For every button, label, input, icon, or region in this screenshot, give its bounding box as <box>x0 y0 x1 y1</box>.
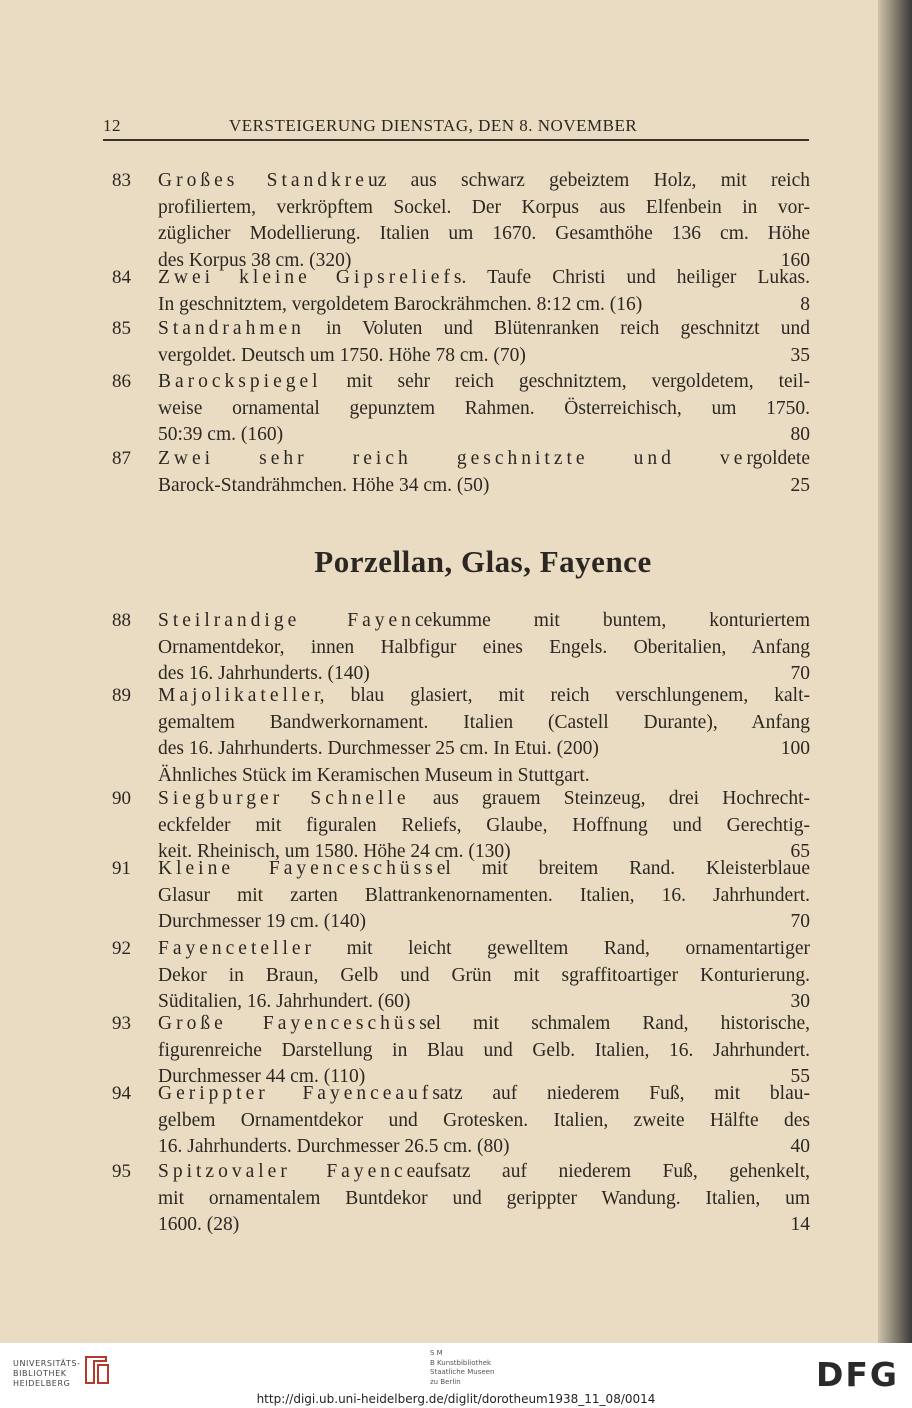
entry-number: 93 <box>112 1013 131 1034</box>
entry-text-line: Steilrandige Fayencekumme mit buntem, konturiertem <box>158 610 810 631</box>
entry-text-line: Ähnliches Stück im Keramischen Museum in Stuttgart. <box>158 764 590 786</box>
catalog-entry-95 <box>112 1159 812 1239</box>
entry-price: 70 <box>790 663 810 684</box>
footer <box>0 1343 912 1408</box>
catalog-entry-87 <box>112 446 812 499</box>
entry-text-line: Standrahmen in Voluten und Blütenranken reich geschnitzt und <box>158 318 810 339</box>
entry-price: 35 <box>790 344 810 366</box>
dfg-logo: DFG <box>816 1355 900 1394</box>
entry-price: 80 <box>790 424 810 445</box>
entry-text-line: Barock-Standrähmchen. Höhe 34 cm. (50) <box>158 474 490 496</box>
entry-text-line: Dekor in Braun, Gelb und Grün mit sgraffitoartiger Konturierung. <box>158 964 810 986</box>
entry-text-line: eckfelder mit figuralen Reliefs, Glaube, Hoffnung und Gerechtig- <box>158 814 810 836</box>
entry-text-line: Große Fayenceschüssel mit schmalem Rand, historische, <box>158 1013 810 1034</box>
library-stamp: S M B Kunstbibliothek Staatliche Museen zu Berlin <box>430 1349 495 1386</box>
entry-price: 100 <box>780 738 810 759</box>
entry-number: 83 <box>112 170 131 191</box>
entry-text-line: vergoldet. Deutsch um 1750. Höhe 78 cm. (70) <box>158 344 526 366</box>
entry-number: 85 <box>112 318 131 339</box>
entry-text-line: gelbem Ornamentdekor und Grotesken. Italien, zweite Hälfte des <box>158 1109 810 1131</box>
entry-text-line: des Korpus 38 cm. (320) <box>158 249 352 271</box>
entry-number: 88 <box>112 610 131 631</box>
entry-number: 90 <box>112 788 131 809</box>
catalog-entry-83 <box>112 168 812 274</box>
entry-number: 91 <box>112 858 131 879</box>
entry-text-line: des 16. Jahrhunderts. Durchmesser 25 cm. In Etui. (200) <box>158 738 599 759</box>
entry-text-line: keit. Rheinisch, um 1580. Höhe 24 cm. (130) <box>158 841 511 862</box>
entry-price: 8 <box>800 293 810 315</box>
entry-number: 86 <box>112 371 131 392</box>
header-rule <box>103 139 809 141</box>
university-logo-icon <box>82 1353 112 1387</box>
entry-number: 89 <box>112 685 131 706</box>
source-url-link[interactable]: http://digi.ub.uni-heidelberg.de/diglit/dorotheum1938_11_08/0014 <box>256 1392 656 1406</box>
entry-price: 65 <box>790 841 810 862</box>
entry-number: 92 <box>112 938 131 959</box>
entry-text-line: des 16. Jahrhunderts. (140) <box>158 663 370 684</box>
entry-text-line: Gerippter Fayenceaufsatz auf niederem Fuß, mit blau- <box>158 1083 810 1104</box>
entry-text-line: Durchmesser 44 cm. (110) <box>158 1066 366 1087</box>
entry-text-line: Majolikateller, blau glasiert, mit reich verschlungenem, kalt- <box>158 685 810 706</box>
catalog-entry-94 <box>112 1081 812 1161</box>
page-number: 12 <box>103 116 121 135</box>
entry-text-line: Zwei kleine Gipsreliefs. Taufe Christi und heiliger Lukas. <box>158 267 810 288</box>
entry-text-line: Ornamentdekor, innen Halbfigur eines Engels. Oberitalien, Anfang <box>158 636 810 658</box>
entry-text-line: 16. Jahrhunderts. Durchmesser 26.5 cm. (80) <box>158 1136 510 1157</box>
entry-text-line: Siegburger Schnelle aus grauem Steinzeug, drei Hochrecht- <box>158 788 810 809</box>
entry-text-line: 1600. (28) <box>158 1214 240 1235</box>
entry-text-line: profiliertem, verkröpftem Sockel. Der Korpus aus Elfenbein in vor- <box>158 196 810 218</box>
catalog-entry-90 <box>112 786 812 866</box>
entry-text-line: In geschnitztem, vergoldetem Barockrähmchen. 8:12 cm. (16) <box>158 293 643 315</box>
catalog-entry-86 <box>112 369 812 449</box>
entry-price: 25 <box>790 474 810 496</box>
entry-number: 94 <box>112 1083 131 1104</box>
entry-text-line: Großes Standkreuz aus schwarz gebeiztem Holz, mit reich <box>158 170 810 191</box>
entry-text-line: Zwei sehr reich geschnitzte und vergoldete <box>158 448 810 469</box>
entry-text-line: Glasur mit zarten Blattrankenornamenten. Italien, 16. Jahrhundert. <box>158 884 810 906</box>
entry-number: 84 <box>112 267 131 288</box>
entry-text-line: mit ornamentalem Buntdekor und gerippter Wandung. Italien, um <box>158 1187 810 1209</box>
entry-text-line: weise ornamental gepunztem Rahmen. Österreichisch, um 1750. <box>158 397 810 419</box>
running-head <box>103 116 809 138</box>
entry-text-line: gemaltem Bandwerkornament. Italien (Castell Durante), Anfang <box>158 711 810 733</box>
entry-price: 55 <box>790 1066 810 1087</box>
catalog-entry-88 <box>112 608 812 688</box>
entry-price: 30 <box>790 991 810 1012</box>
entry-price: 40 <box>790 1136 810 1157</box>
entry-price: 70 <box>790 911 810 932</box>
catalog-entry-91 <box>112 856 812 936</box>
entry-text-line: züglicher Modellierung. Italien um 1670. Gesamthöhe 136 cm. Höhe <box>158 223 810 244</box>
catalog-entry-84 <box>112 265 812 318</box>
entry-price: 14 <box>790 1214 810 1235</box>
section-heading: Porzellan, Glas, Fayence <box>314 544 652 579</box>
entry-text-line: 50:39 cm. (160) <box>158 424 284 445</box>
catalog-entry-89 <box>112 683 812 789</box>
entry-text-line: figurenreiche Darstellung in Blau und Gelb. Italien, 16. Jahrhundert. <box>158 1039 810 1061</box>
entry-text-line: Spitzovaler Fayenceaufsatz auf niederem Fuß, gehenkelt, <box>158 1161 810 1182</box>
book-spine-shadow <box>878 0 912 1343</box>
entry-price: 160 <box>780 249 810 271</box>
entry-text-line: Barockspiegel mit sehr reich geschnitztem, vergoldetem, teil- <box>158 371 810 392</box>
entry-text-line: Fayenceteller mit leicht gewelltem Rand, ornamentartiger <box>158 938 810 959</box>
catalog-entry-93 <box>112 1011 812 1091</box>
catalog-entry-85 <box>112 316 812 369</box>
running-head-title: VERSTEIGERUNG DIENSTAG, DEN 8. NOVEMBER <box>229 116 638 135</box>
university-name: UNIVERSITÄTS- BIBLIOTHEK HEIDELBERG <box>13 1359 81 1388</box>
entry-text-line: Süditalien, 16. Jahrhundert. (60) <box>158 991 411 1012</box>
catalog-entry-92 <box>112 936 812 1016</box>
entry-number: 95 <box>112 1161 131 1182</box>
entry-number: 87 <box>112 448 131 469</box>
entry-text-line: Durchmesser 19 cm. (140) <box>158 911 366 932</box>
entry-text-line: Kleine Fayenceschüssel mit breitem Rand. Kleisterblaue <box>158 858 810 879</box>
